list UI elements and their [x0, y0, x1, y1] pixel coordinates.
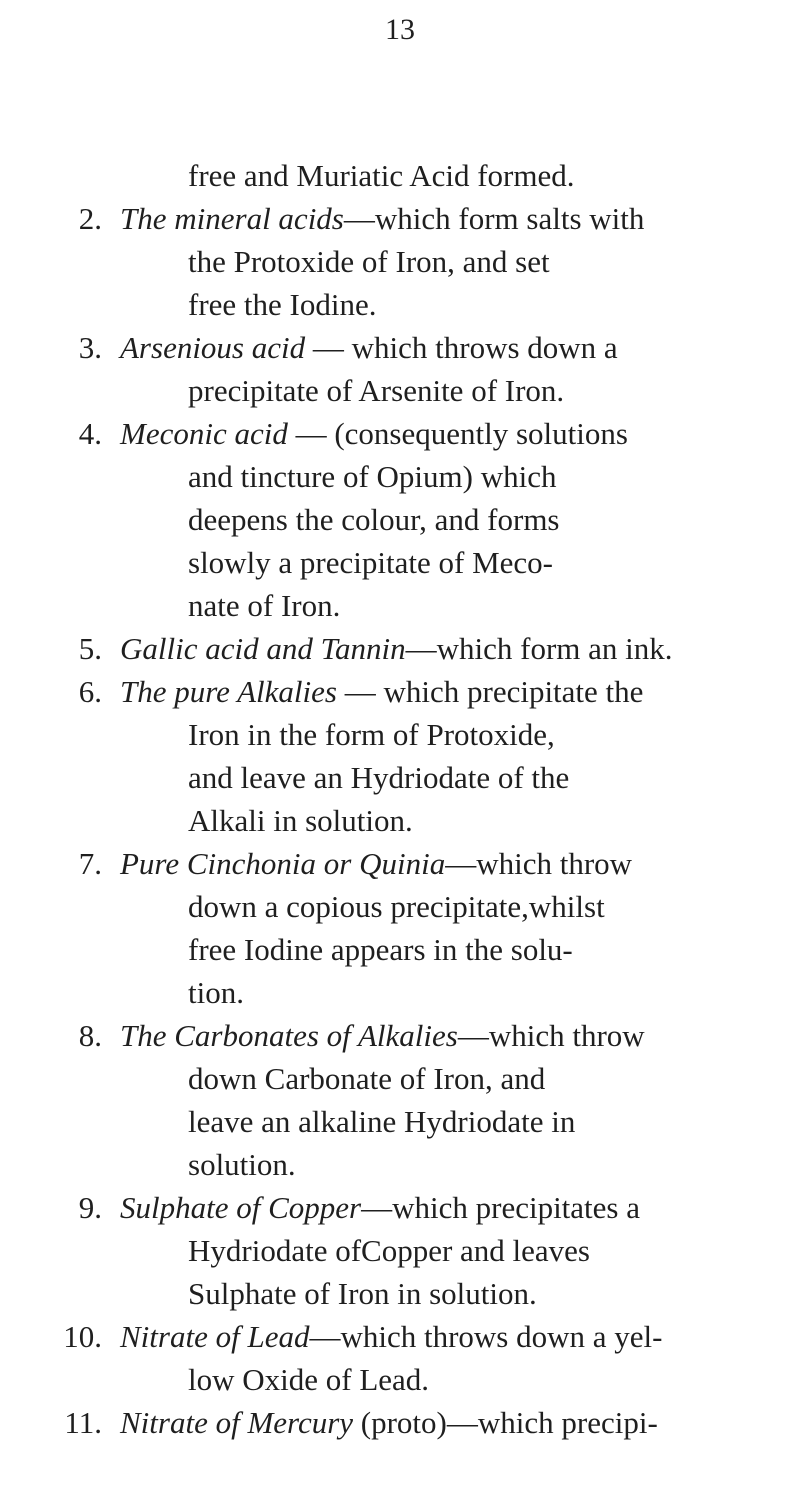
item-first-text: [120, 412, 628, 456]
item-description: —which throw: [445, 846, 633, 881]
item-number: 11.: [64, 1405, 102, 1440]
item-description: — which throws down a: [305, 330, 618, 365]
item-first-text: [120, 1186, 640, 1230]
item-first-text: [120, 1401, 658, 1445]
item-number: 2.: [78, 201, 102, 236]
line-text: Hydriodate ofCopper and leaves: [188, 1233, 591, 1268]
item-number: 4.: [78, 416, 102, 451]
item-first-text: [120, 670, 643, 714]
line-text: Iron in the form of Protoxide,: [188, 717, 555, 752]
line-text: Sulphate of Iron in solution.: [188, 1276, 537, 1311]
line-text: down Carbonate of Iron, and: [188, 1061, 546, 1096]
item-number: 5.: [78, 631, 102, 666]
line-text: and tincture of Opium) which: [188, 459, 557, 494]
line-text: nate of Iron.: [188, 588, 341, 623]
item-description: —which form salts with: [343, 201, 645, 236]
item-description: — (consequently solutions: [287, 416, 628, 451]
item-first-text: [120, 842, 632, 886]
line-text: precipitate of Arsenite of Iron.: [188, 373, 565, 408]
item-description: (proto)—which precipi-: [353, 1405, 658, 1440]
line-text: slowly a precipitate of Meco-: [188, 545, 553, 580]
page-number: 13: [385, 13, 415, 46]
item-description: —which throw: [457, 1018, 645, 1053]
item-first-text: [120, 1014, 645, 1058]
item-number: 3.: [78, 330, 102, 365]
item-term: Nitrate of Mercury: [120, 1405, 354, 1440]
item-number: 10.: [63, 1319, 102, 1354]
item-description: —which precipitates a: [361, 1190, 641, 1225]
item-term: Pure Cinchonia or Quinia: [120, 846, 446, 881]
item-number: 7.: [78, 846, 102, 881]
item-description: —which form an ink.: [405, 631, 673, 666]
line-text: leave an alkaline Hydriodate in: [188, 1104, 576, 1139]
item-term: The mineral acids: [120, 201, 344, 236]
item-term: The pure Alkalies: [120, 674, 337, 709]
line-text: tion.: [188, 975, 244, 1010]
line-text: free the Iodine.: [188, 287, 377, 322]
item-term: Meconic acid: [120, 416, 288, 451]
line-text: free and Muriatic Acid formed.: [188, 158, 575, 193]
item-first-text: [120, 627, 673, 671]
item-number: 6.: [78, 674, 102, 709]
item-term: Arsenious acid: [120, 330, 306, 365]
line-text: deepens the colour, and forms: [188, 502, 560, 537]
item-term: The Carbonates of Alkalies: [120, 1018, 458, 1053]
line-text: low Oxide of Lead.: [188, 1362, 430, 1397]
item-first-text: [120, 1315, 662, 1359]
item-description: —which throws down a yel-: [309, 1319, 663, 1354]
item-number: 9.: [78, 1190, 102, 1225]
line-text: solution.: [188, 1147, 296, 1182]
item-number: 8.: [78, 1018, 102, 1053]
item-term: Gallic acid and Tannin: [120, 631, 406, 666]
item-description: — which precipitate the: [336, 674, 644, 709]
line-text: and leave an Hydriodate of the: [188, 760, 570, 795]
line-text: Alkali in solution.: [188, 803, 413, 838]
line-text: down a copious precipitate,whilst: [188, 889, 605, 924]
item-first-text: [120, 326, 618, 370]
line-text: the Protoxide of Iron, and set: [188, 244, 550, 279]
item-first-text: [120, 197, 644, 241]
item-term: Sulphate of Copper: [120, 1190, 362, 1225]
item-term: Nitrate of Lead: [120, 1319, 310, 1354]
line-text: free Iodine appears in the solu-: [188, 932, 573, 967]
